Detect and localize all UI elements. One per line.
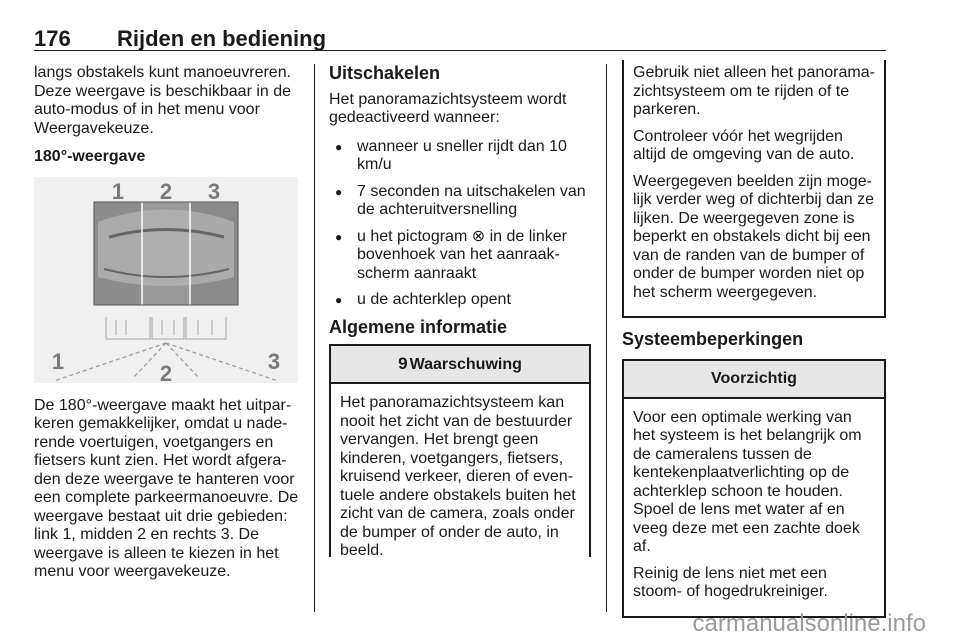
section-title: Rijden en bediening [117, 26, 327, 51]
watermark-text: carmanualsonline.info [692, 610, 926, 637]
box-paragraph: Weergegeven beelden zijn mogelijk verder weg of dichterbij dan ze lijken. De weergegeven zone is beperkt en obstakels dicht bij een van de randen van de bumper of onder de bumper worden niet op het scherm weergegeven. [633, 172, 875, 301]
list-item: ● u de achterklep opent [329, 291, 591, 310]
caution-body [624, 399, 884, 616]
list-item: ● wanneer u sneller rijdt dan 10 km/u [329, 138, 591, 175]
label-top-1: 1 [111, 178, 125, 204]
label-bottom-3: 3 [267, 348, 281, 374]
column-divider [606, 64, 607, 612]
heading-uitschakelen: Uitschakelen [329, 63, 441, 83]
heading-system-limitations: Systeembeperkingen [622, 329, 804, 349]
warning-continuation-box [622, 60, 886, 318]
box-paragraph: Controleer vóór het wegrijden altijd de omgeving van de auto. [633, 127, 855, 163]
warning-icon: 9 [398, 354, 408, 373]
page-header [34, 26, 886, 50]
page-number: 176 [34, 26, 71, 51]
box-paragraph: Gebruik niet alleen het panoramazichtsysteem om te rijden of te parkeren. [633, 64, 875, 118]
subheading-180-view: 180°-weergave [34, 148, 146, 165]
column-1 [34, 64, 300, 592]
warning-box [329, 344, 591, 557]
warning-body [331, 384, 589, 575]
caution-paragraph: Voor een optimale werking van het systeem is het belangrijk om de cameralens tussen de kentekenplaatverlichting op de achterklep schoon te houden. Spoel de lens met water af en veeg deze met een zachte doek af. [633, 408, 862, 555]
intro-paragraph: langs obstakels kunt manoeuvreren. Deze weergave is beschikbaar in de auto-modus of in het menu voor Weergavekeuze. [34, 64, 292, 137]
column-2 [329, 64, 591, 557]
warning-header [331, 346, 589, 384]
caution-header: Voorzichtig [624, 361, 884, 399]
deactivation-intro: Het panoramazichtsysteem wordt gedeactiveerd wanneer: [329, 90, 567, 126]
warning-text: Het panoramazichtsysteem kan nooit het zicht van de bestuurder vervangen. Het brengt geen kinderen, voetgangers, fietsers, kruisend verkeer, dieren of eventuele andere obstakels buiten het zicht van de camera, zoals onder de bumper of onder de auto, in beeld. [340, 394, 576, 559]
label-top-3: 3 [207, 178, 221, 204]
camera-view-illustration [34, 177, 298, 383]
list-item: ● u het pictogram ⊗ in de linker bovenhoek van het aanraakscherm aanraakt [329, 228, 591, 284]
label-bottom-1: 1 [51, 348, 65, 374]
body-paragraph: De 180°-weergave maakt het uitparkeren gemakkelijker, omdat u naderende voertuigen, voetgangers en fietsers kunt zien. Het wordt afgeraden deze weergave te hanteren voor een complete parkeermanoeuvre. De weergave bestaat uit drie gebieden: link 1, midden 2 en rechts 3. De weergave is alleen te kiezen in het menu voor weergavekeuze. [34, 396, 299, 580]
rear-camera-diagram [34, 177, 298, 383]
label-bottom-2: 2 [159, 360, 173, 383]
warning-continuation-body [624, 60, 884, 316]
caution-box [622, 359, 886, 618]
list-item: ● 7 seconden na uitschakelen van de achteruitversnelling [329, 183, 591, 220]
warning-title: Waarschuwing [409, 356, 522, 373]
caution-paragraph: Reinig de lens niet met een stoom- of hogedrukreiniger. [633, 564, 828, 600]
deactivation-list [329, 138, 591, 310]
header-rule [34, 50, 886, 51]
column-divider [314, 64, 315, 612]
column-3 [622, 64, 886, 618]
label-top-2: 2 [159, 178, 173, 204]
heading-general-info: Algemene informatie [329, 316, 508, 337]
